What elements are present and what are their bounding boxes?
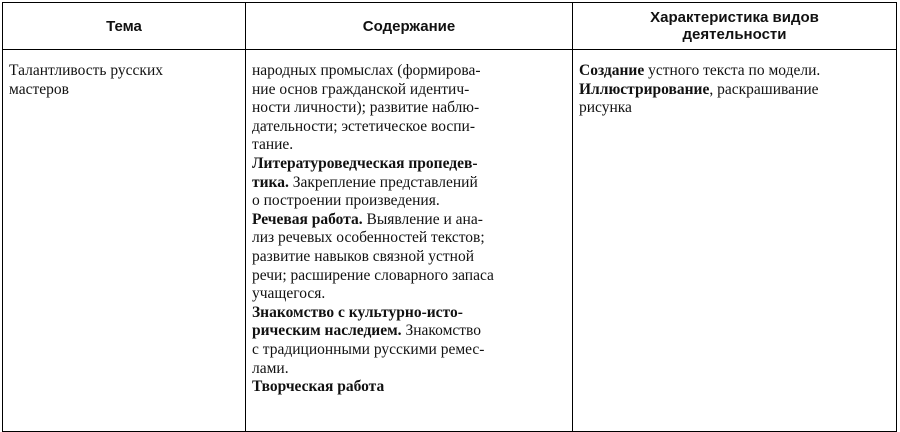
section-heading-literature: Литературоведческая пропедев- (252, 154, 478, 172)
activity-line: рисунка (579, 99, 632, 117)
content-line: лиз речевых особенностей текстов; (252, 229, 485, 247)
activity-line: Создание устного текста по модели. (579, 62, 821, 79)
section-heading-literature-end: тика. (252, 173, 289, 191)
content-line: тика. Закрепление представлений (252, 173, 478, 191)
content-line: с традиционными русскими ремес- (252, 340, 485, 358)
section-heading-speech: Речевая работа. (252, 210, 363, 228)
content-line: ности личности); развитие наблю- (252, 99, 480, 117)
content-line: речи; расширение словарного запаса (252, 266, 494, 284)
topic-cell (3, 50, 246, 432)
topic-line: мастеров (9, 80, 69, 98)
section-heading-creative: Творческая работа (252, 378, 385, 396)
content-line: Речевая работа. Выявление и ана- (252, 210, 483, 228)
section-heading-culture: Знакомство с культурно-исто- (252, 303, 463, 321)
content-line: учащегося. (252, 285, 326, 303)
header-row (3, 3, 897, 50)
content-line: тание. (252, 136, 294, 154)
activity-cell (573, 50, 897, 432)
content-cell (246, 50, 573, 432)
content-line: развитие навыков связной устной (252, 247, 474, 265)
content-line: рическим наследием. Знакомство (252, 322, 481, 340)
content-line: дательности; эстетическое воспи- (252, 117, 475, 135)
content-line: лами. (252, 359, 289, 377)
activity-creation: Создание (579, 62, 645, 79)
table-row (3, 50, 897, 432)
header-activity: Характеристика видов деятельности (573, 3, 897, 50)
header-topic: Тема (3, 3, 246, 50)
section-heading-culture-end: рическим наследием. (252, 322, 402, 340)
header-content: Содержание (246, 3, 573, 50)
topic-line: Талантливость русских (9, 62, 164, 79)
activity-illustration: Иллюстрирование (579, 80, 710, 98)
content-line: народных промыслах (формирова- (252, 62, 481, 79)
curriculum-table (2, 2, 897, 432)
content-line: о построении произведения. (252, 192, 440, 210)
activity-line: Иллюстрирование, раскрашивание (579, 80, 819, 98)
content-line: ние основ гражданской идентич- (252, 80, 470, 98)
